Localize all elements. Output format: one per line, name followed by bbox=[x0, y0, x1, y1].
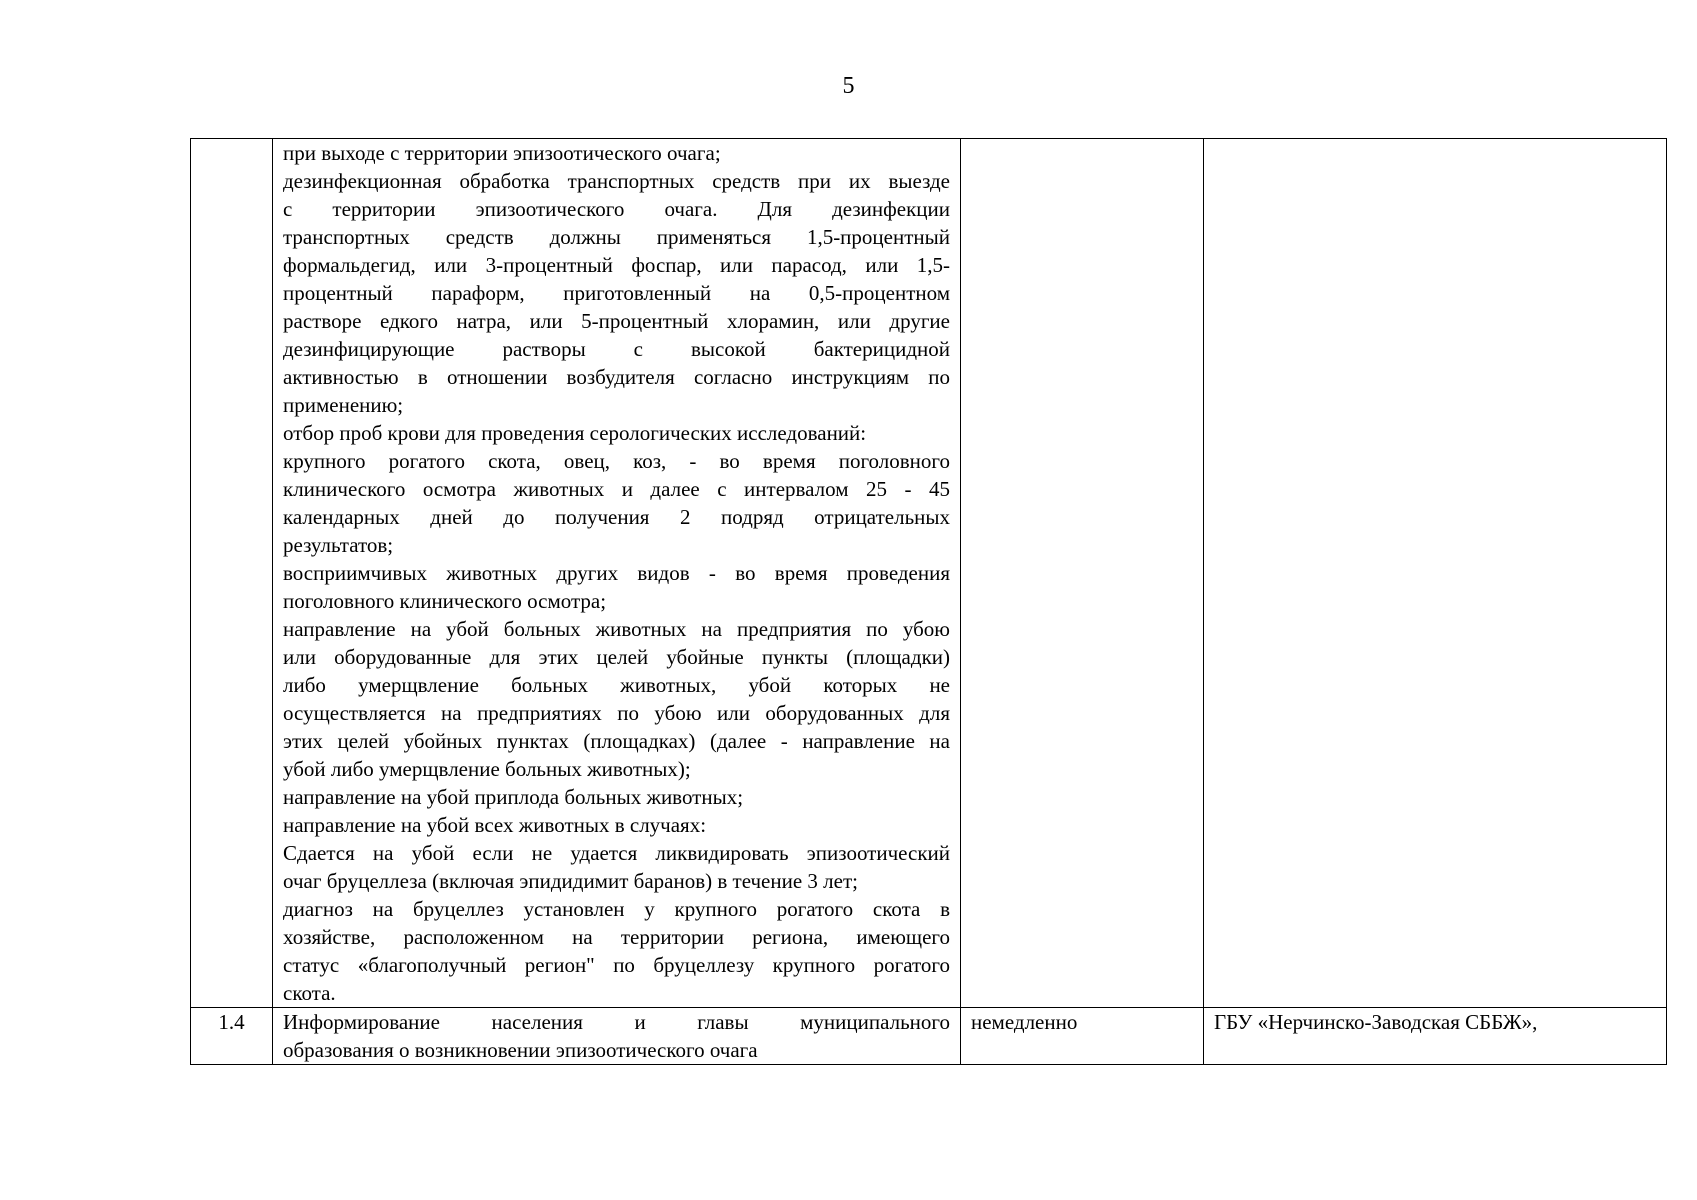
measure-text-line: направление на убой всех животных в случаях: bbox=[283, 813, 707, 837]
measure-text-line: хозяйстве, расположенном на территории региона, имеющего bbox=[283, 925, 950, 949]
measure-text-line: восприимчивых животных других видов - во время проведения bbox=[283, 561, 950, 585]
measure-text-line: направление на убой приплода больных животных; bbox=[283, 785, 744, 809]
term-cell bbox=[961, 139, 1204, 1008]
measure-text-line: дезинфицирующие растворы с высокой бактерицидной bbox=[283, 337, 950, 361]
measures-table-body bbox=[191, 139, 1667, 1065]
executor-cell bbox=[1204, 139, 1667, 1008]
measure-text-line: статус «благополучный регион" по бруцеллезу крупного рогатого bbox=[283, 953, 950, 977]
executor-cell: ГБУ «Нерчинско-Заводская СББЖ», bbox=[1204, 1008, 1667, 1065]
measure-cell bbox=[273, 139, 961, 1008]
measure-text-line: результатов; bbox=[283, 533, 394, 557]
measure-text-line: формальдегид, или 3-процентный фоспар, или парасод, или 1,5- bbox=[283, 253, 950, 277]
page-number: 5 bbox=[842, 73, 855, 99]
measure-text-line: Информирование населения и главы муниципального bbox=[283, 1010, 950, 1034]
measure-text-line: очаг бруцеллеза (включая эпидидимит баранов) в течение 3 лет; bbox=[283, 869, 858, 893]
measure-text-line: либо умерщвление больных животных, убой которых не bbox=[283, 673, 950, 697]
term-cell: немедленно bbox=[961, 1008, 1204, 1065]
measure-text-line: календарных дней до получения 2 подряд отрицательных bbox=[283, 505, 950, 529]
measure-text-line: скота. bbox=[283, 981, 336, 1005]
measure-text-line: образования о возникновении эпизоотического очага bbox=[283, 1038, 758, 1062]
measure-text-line: крупного рогатого скота, овец, коз, - во время поголовного bbox=[283, 449, 950, 473]
measures-table bbox=[190, 138, 1667, 1065]
measure-text-line: активностью в отношении возбудителя согласно инструкциям по bbox=[283, 365, 950, 389]
measure-text-line: или оборудованные для этих целей убойные пункты (площадки) bbox=[283, 645, 950, 669]
measure-text-line: клинического осмотра животных и далее с интервалом 25 - 45 bbox=[283, 477, 950, 501]
measure-text-line: поголовного клинического осмотра; bbox=[283, 589, 607, 613]
measure-text-line: дезинфекционная обработка транспортных средств при их выезде bbox=[283, 169, 950, 193]
measure-text-line: диагноз на бруцеллез установлен у крупного рогатого скота в bbox=[283, 897, 950, 921]
measure-cell bbox=[273, 1008, 961, 1065]
measure-text-line: убой либо умерщвление больных животных); bbox=[283, 757, 691, 781]
row-number-cell bbox=[191, 139, 273, 1008]
table-row bbox=[191, 139, 1667, 1008]
measure-text-line: этих целей убойных пунктах (площадках) (далее - направление на bbox=[283, 729, 950, 753]
row-number-cell: 1.4 bbox=[191, 1008, 273, 1065]
measure-text-line: с территории эпизоотического очага. Для дезинфекции bbox=[283, 197, 950, 221]
measure-text-line: при выходе с территории эпизоотического очага; bbox=[283, 141, 721, 165]
measure-text-line: направление на убой больных животных на предприятия по убою bbox=[283, 617, 950, 641]
measure-text-line: процентный параформ, приготовленный на 0,5-процентном bbox=[283, 281, 950, 305]
table-row bbox=[191, 1008, 1667, 1065]
measure-text-line: растворе едкого натра, или 5-процентный хлорамин, или другие bbox=[283, 309, 950, 333]
measure-text-line: осуществляется на предприятиях по убою или оборудованных для bbox=[283, 701, 950, 725]
measure-text-line: Сдается на убой если не удается ликвидировать эпизоотический bbox=[283, 841, 950, 865]
measure-text-line: применению; bbox=[283, 393, 404, 417]
measure-text-line: транспортных средств должны применяться 1,5-процентный bbox=[283, 225, 950, 249]
measure-text-line: отбор проб крови для проведения серологических исследований: bbox=[283, 421, 867, 445]
